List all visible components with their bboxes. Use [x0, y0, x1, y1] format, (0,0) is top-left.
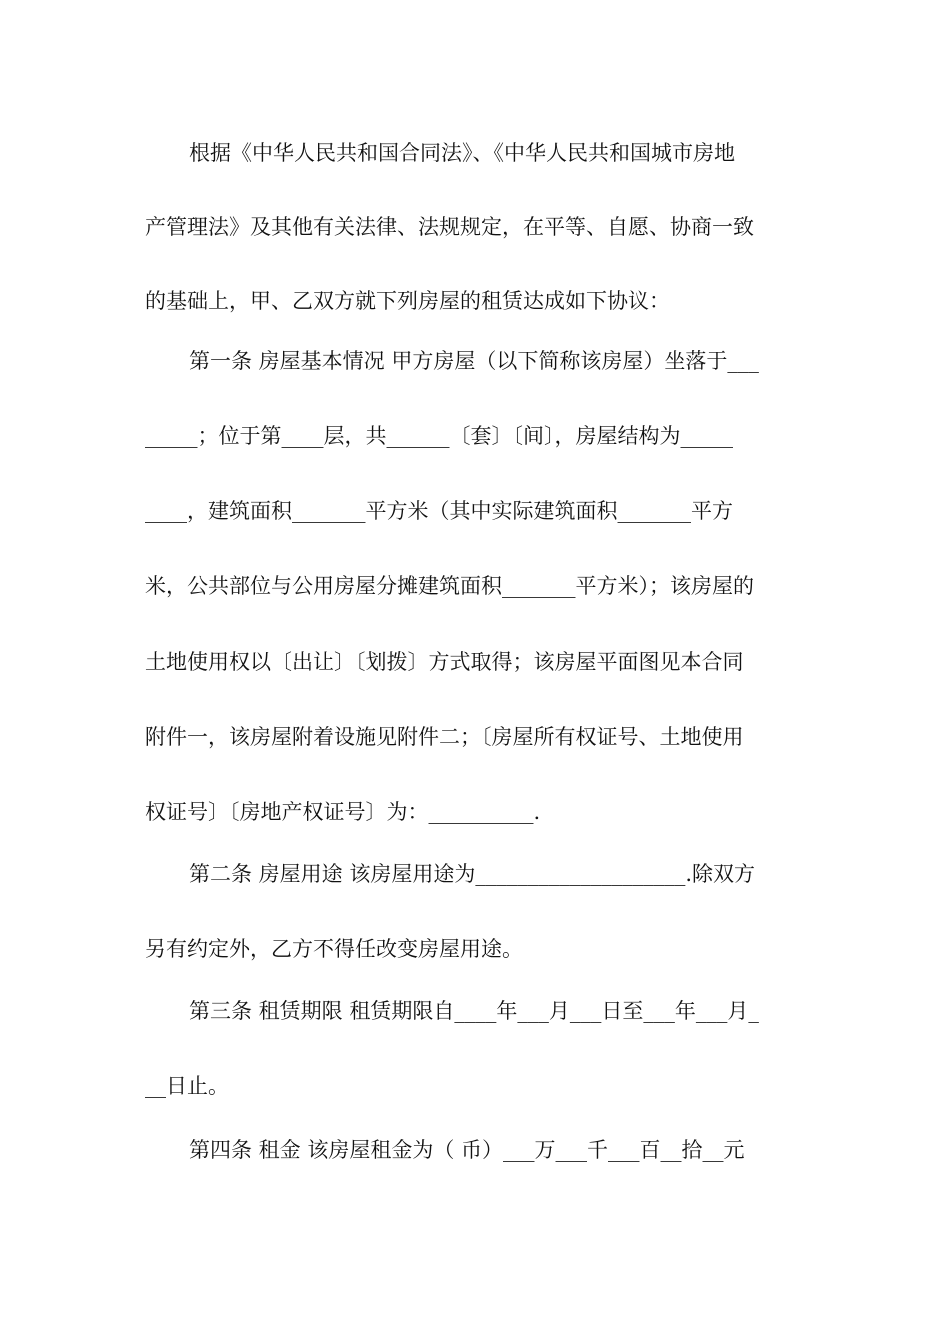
article-1-line: 土地使用权以〔出让〕〔划拨〕方式取得；该房屋平面图见本合同 — [145, 650, 744, 674]
article-1-line: 第一条 房屋基本情况 甲方房屋（以下简称该房屋）坐落于___ — [189, 349, 759, 373]
paragraph-line: 根据《中华人民共和国合同法》、《中华人民共和国城市房地 — [189, 141, 735, 165]
article-3-line: 第三条 租赁期限 租赁期限自____年___月___日至___年___月_ — [189, 999, 759, 1023]
article-2-line: 第二条 房屋用途 该房屋用途为____________________.除双方 — [189, 862, 756, 886]
paragraph-line: 的基础上，甲、乙双方就下列房屋的租赁达成如下协议： — [145, 289, 670, 313]
article-1-line: 米，公共部位与公用房屋分摊建筑面积_______平方米）；该房屋的 — [145, 574, 754, 598]
article-1-line: _____；位于第____层，共______〔套〕〔间〕，房屋结构为_____ — [145, 424, 733, 448]
article-3-line: __日止。 — [145, 1074, 229, 1098]
article-2-line: 另有约定外，乙方不得任改变房屋用途。 — [145, 937, 523, 961]
article-1-line: 权证号〕〔房地产权证号〕为：__________. — [145, 800, 541, 824]
article-1-line: 附件一，该房屋附着设施见附件二；〔房屋所有权证号、土地使用 — [145, 725, 744, 749]
paragraph-line: 产管理法》及其他有关法律、法规规定，在平等、自愿、协商一致 — [145, 215, 754, 239]
article-4-line: 第四条 租金 该房屋租金为（ 币）___万___千___百__拾__元 — [189, 1138, 745, 1162]
article-1-line: ____，建筑面积_______平方米（其中实际建筑面积_______平方 — [145, 499, 733, 523]
